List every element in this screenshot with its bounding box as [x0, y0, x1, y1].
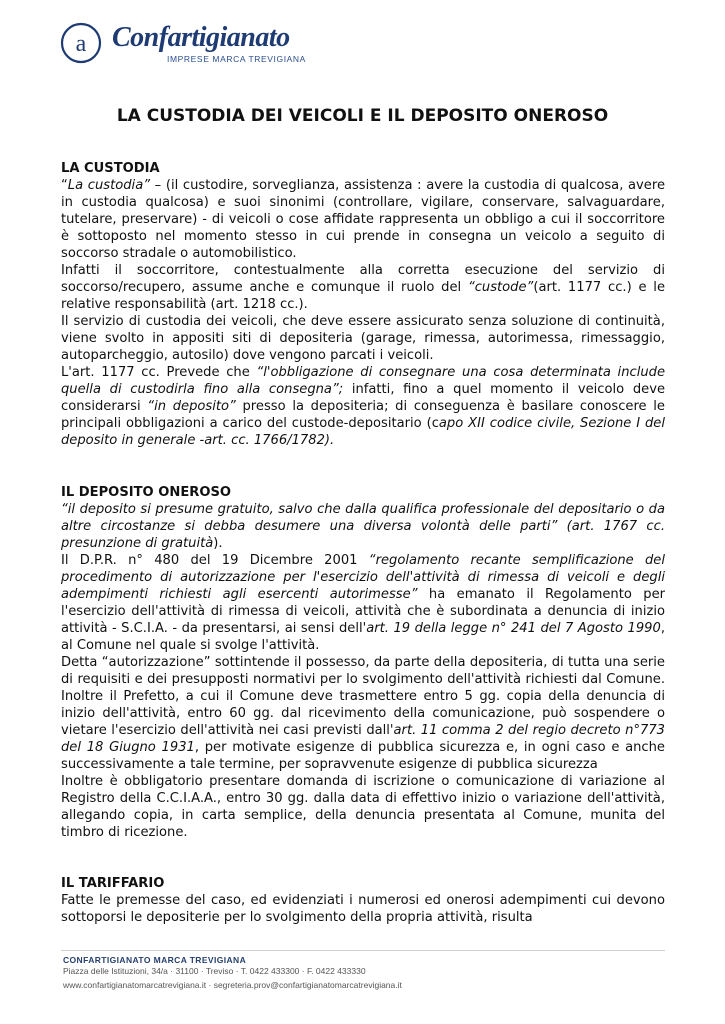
paragraph [61, 654, 665, 773]
italic-run: apo XII codice civile, Sezione I del deposito in generale -art. cc. 1766/1782). [61, 416, 665, 448]
italic-run: La custodia” [67, 178, 150, 193]
text-run: Inoltre è obbligatorio presentare domanda di iscrizione o comunicazione di variazione al Registro della C.C.I.A.A., entro 30 gg. dalla data di effettivo inizio o variazione dell'attività, allegando copia, in carta semplice, della denuncia presentata al Comune, munita del timbro di ricezione. [61, 774, 665, 840]
paragraph [61, 364, 665, 449]
italic-run: art. 19 della legge n° 241 del 7 Agosto 1990 [366, 621, 661, 636]
footer-web: www.confartigianatomarcatrevigiana.it · segreteria.prov@confartigianatomarcatrevigiana.it [63, 980, 402, 990]
svg-text:a: a [75, 31, 87, 57]
text-run: , per motivate esigenze di pubblica sicurezza e, in ogni caso e anche successivamente a tale termine, per sopravvenute esigenze di pubblica sicurezza [61, 740, 665, 772]
text-run: ha emanato il Regolamento per l'esercizio dell'attività di rimessa di veicoli, attività che è subordinata a denuncia di inizio attività - S.C.I.A. - da presentarsi, ai sensi dell' [61, 587, 666, 636]
text-run: infatti, fino a quel momento il veicolo deve considerarsi [61, 382, 665, 414]
footer-address: Piazza delle Istituzioni, 34/a · 31100 · Treviso · T. 0422 433300 · F. 0422 433330 [63, 966, 366, 976]
text-run: Il D.P.R. n° 480 del 19 Dicembre 2001 [61, 553, 369, 568]
document-body [61, 160, 665, 926]
paragraph [61, 177, 665, 262]
text-run: ). [213, 536, 223, 551]
section-heading-tariffario: IL TARIFFARIO [61, 876, 165, 891]
italic-run: “l'obbligazione di consegnare una cosa determinata include quella di custodirla fino alla consegna”; [61, 365, 666, 397]
italic-run: art. 11 comma 2 del regio decreto n°773 del 18 Giugno 1931 [61, 723, 665, 755]
footer-divider [61, 950, 665, 951]
section-heading-custodia: LA CUSTODIA [61, 161, 160, 176]
brand-name: Confartigianato [112, 22, 290, 53]
paragraph [61, 313, 665, 364]
italic-run: “regolamento recante semplificazione del procedimento di autorizzazione per l'esercizio dell'attività di rimessa di veicoli e degli adempimenti richiesti agli esercenti autorimesse” [61, 553, 665, 602]
document-title: LA CUSTODIA DEI VEICOLI E IL DEPOSITO ONEROSO [116, 106, 609, 126]
paragraph [61, 552, 665, 654]
italic-run: “custode” [467, 280, 534, 295]
text-run: – (il custodire, sorveglianza, assistenza : avere la custodia di qualcosa, avere in custodia qualcosa) e suoi sinonimi (controllare, vigilare, conservare, salvaguardare, tutelare, preservare) - di veicoli o cose affidate rappresenta un obbligo a cui il soccorritore è sottoposto nel momento stesso in cui prende in consegna un veicolo a seguito di soccorso stradale o automobilistico. [61, 178, 665, 261]
text-run: Detta “autorizzazione” sottintende il possesso, da parte della depositeria, di tutta una serie di requisiti e dei presupposti normativi per lo svolgimento dell'attività richiesti dal Comune. Inoltre il Prefetto, a cui il Comune deve trasmettere entro 5 gg. copia della denuncia di inizio dell'attività, entro 60 gg. dal ricevimento della comunicazione, può sospendere o vietare l'esercizio dell'attività nei casi previsti dall' [61, 655, 665, 738]
text-run: Infatti il soccorritore, contestualmente alla corretta esecuzione del servizio di soccorso/recupero, assume anche e comunque il ruolo del [61, 263, 665, 295]
text-run: Il servizio di custodia dei veicoli, che deve essere assicurato senza soluzione di continuità, viene svolto in appositi siti di depositeria (garage, rimessa, autorimessa, rimessaggio, autoparcheggio, autosilo) dove vengono parcati i veicoli. [61, 314, 665, 363]
section-heading-deposito: IL DEPOSITO ONEROSO [61, 485, 232, 500]
italic-run: “il deposito si presume gratuito, salvo che dalla qualifica professionale del depositario o da altre circostanze si debba desumere una diversa volontà delle parti” (art. 1767 cc. presunzione di gratuità [61, 502, 665, 551]
paragraph [61, 773, 665, 841]
paragraph [61, 501, 665, 552]
footer-org-name: CONFARTIGIANATO MARCA TREVIGIANA [63, 955, 247, 965]
text-run: “ [61, 178, 68, 193]
paragraph [61, 892, 665, 926]
text-run: L'art. 1177 cc. Prevede che [61, 365, 257, 380]
logo-emblem-icon [60, 20, 108, 66]
text-run: (art. 1177 cc.) e le relative responsabilità (art. 1218 cc.). [61, 280, 666, 312]
text-run: Fatte le premesse del caso, ed evidenziati i numerosi ed onerosi adempimenti cui devono sottoporsi le depositerie per lo svolgimento della propria attività, risulta [61, 893, 665, 925]
paragraph [61, 262, 665, 313]
brand-subtitle: IMPRESE MARCA TREVIGIANA [167, 54, 306, 64]
italic-run: “in deposito” [147, 399, 236, 414]
confartigianato-logo [60, 20, 320, 66]
text-run: presso la depositeria; di conseguenza è basilare conoscere le principali obbligazioni a carico del custode-depositario (c [61, 399, 665, 431]
text-run: , al Comune nel quale si svolge l'attività. [61, 621, 666, 653]
